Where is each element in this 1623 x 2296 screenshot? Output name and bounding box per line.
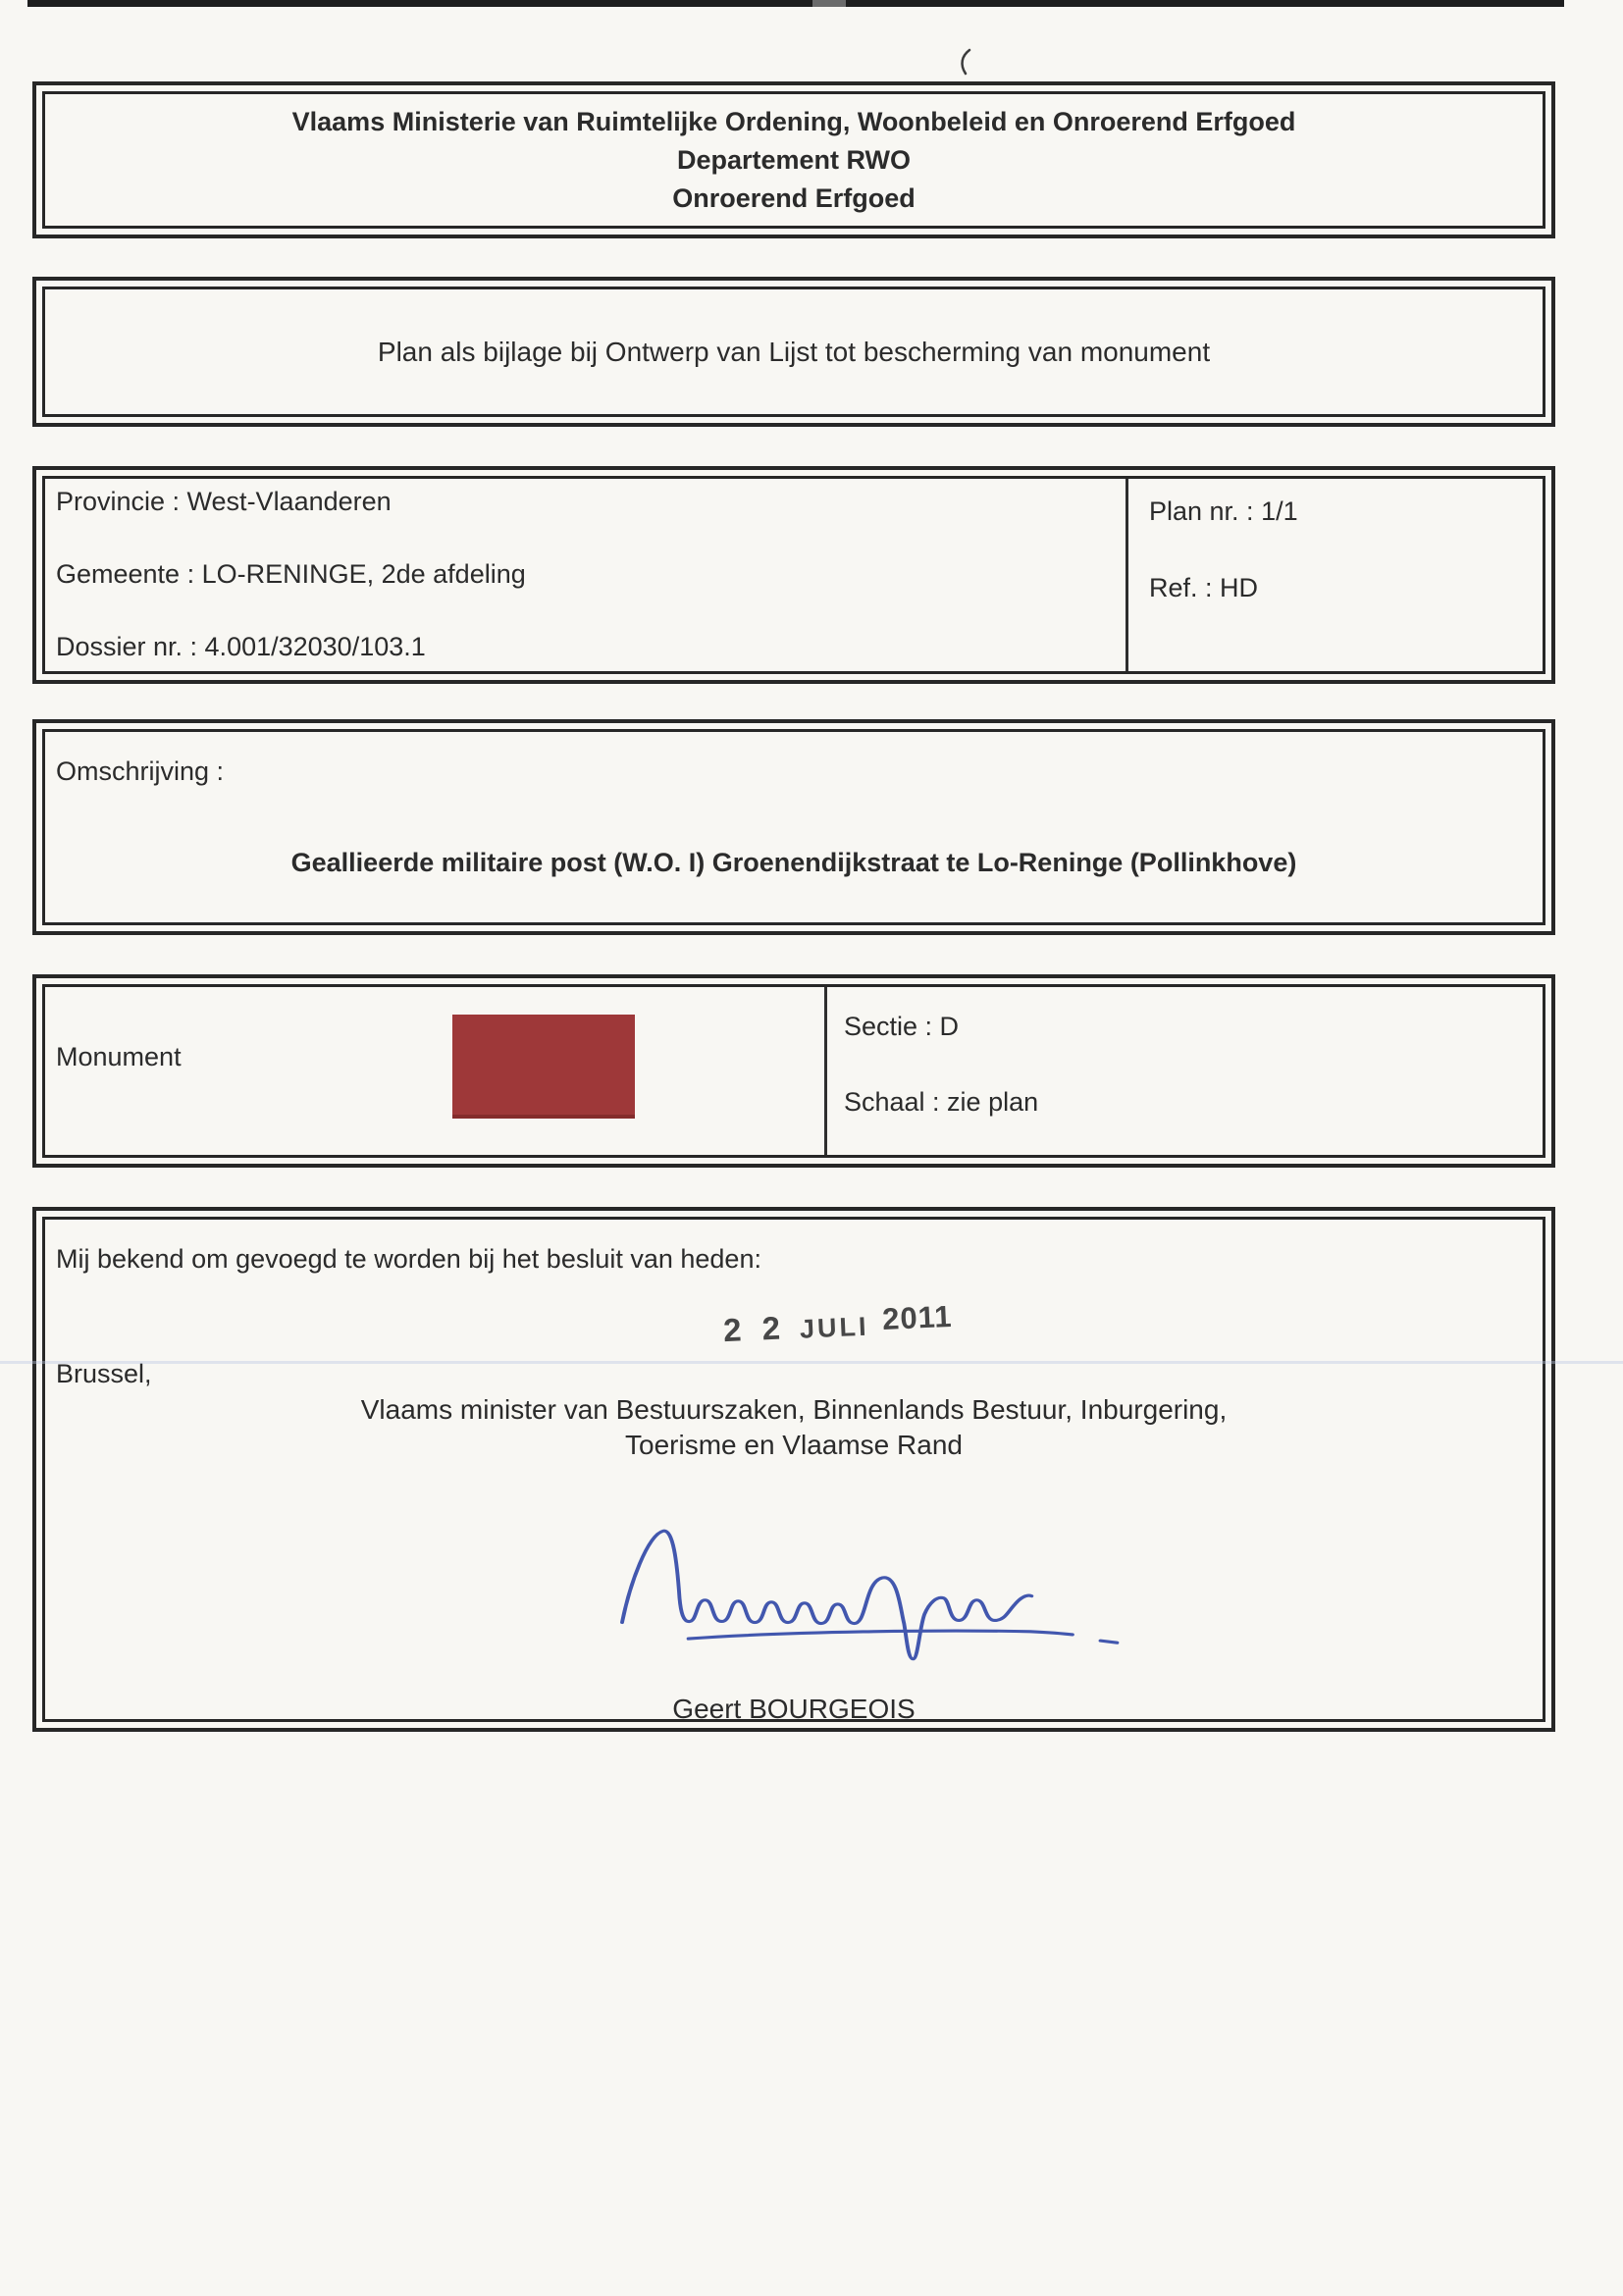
signature-box — [32, 1207, 1555, 1732]
description-text: Geallieerde militaire post (W.O. I) Groenendijkstraat te Lo-Reninge (Pollinkhove) — [290, 848, 1297, 877]
legend-label: Monument — [56, 1042, 182, 1071]
description-box — [32, 719, 1555, 935]
info-gemeente: Gemeente : LO-RENINGE, 2de afdeling — [56, 559, 526, 589]
header-line-1: Vlaams Ministerie van Ruimtelijke Ordening, Woonbeleid en Onroerend Erfgoed — [291, 106, 1296, 136]
info-dossier: Dossier nr. : 4.001/32030/103.1 — [56, 632, 426, 661]
date-stamp — [722, 1298, 954, 1349]
info-box — [32, 466, 1555, 684]
pen-mark — [954, 47, 975, 77]
signature-intro: Mij bekend om gevoegd te worden bij het besluit van heden: — [56, 1244, 761, 1274]
subject-box — [32, 277, 1555, 427]
scan-artifact-line — [0, 1361, 1623, 1364]
info-plan-nr: Plan nr. : 1/1 — [1149, 496, 1298, 526]
header-line-2: Departement RWO — [676, 144, 912, 175]
signature-underline — [689, 1631, 1073, 1639]
legend-schaal: Schaal : zie plan — [844, 1087, 1039, 1117]
info-provincie: Provincie : West-Vlaanderen — [56, 487, 392, 516]
signature-stroke — [622, 1531, 1031, 1659]
signature-strokes — [622, 1531, 1117, 1659]
monument-swatch — [452, 1015, 635, 1119]
info-divider — [1126, 479, 1128, 671]
signature-dash — [1101, 1641, 1118, 1643]
stamp-month: JULI — [799, 1311, 870, 1344]
stamp-day: 2 2 — [722, 1309, 787, 1349]
signature-city: Brussel, — [56, 1359, 152, 1388]
header-line-3: Onroerend Erfgoed — [672, 183, 916, 213]
minister-title-line1: Vlaams minister van Bestuurszaken, Binnenlands Bestuur, Inburgering, — [360, 1394, 1228, 1425]
subject-text: Plan als bijlage bij Ontwerp van Lijst tot bescherming van monument — [377, 336, 1211, 367]
signer-name: Geert BOURGEOIS — [672, 1694, 916, 1724]
legend-box — [32, 974, 1555, 1168]
signature-image — [609, 1519, 1120, 1666]
legend-divider — [824, 987, 827, 1155]
description-label: Omschrijving : — [56, 757, 225, 786]
minister-title-line2: Toerisme en Vlaamse Rand — [625, 1430, 963, 1460]
legend-sectie: Sectie : D — [844, 1012, 960, 1041]
info-ref: Ref. : HD — [1149, 573, 1259, 602]
stamp-year: 2011 — [881, 1298, 954, 1337]
header-box — [32, 81, 1555, 238]
scan-edge-band — [27, 0, 1564, 7]
